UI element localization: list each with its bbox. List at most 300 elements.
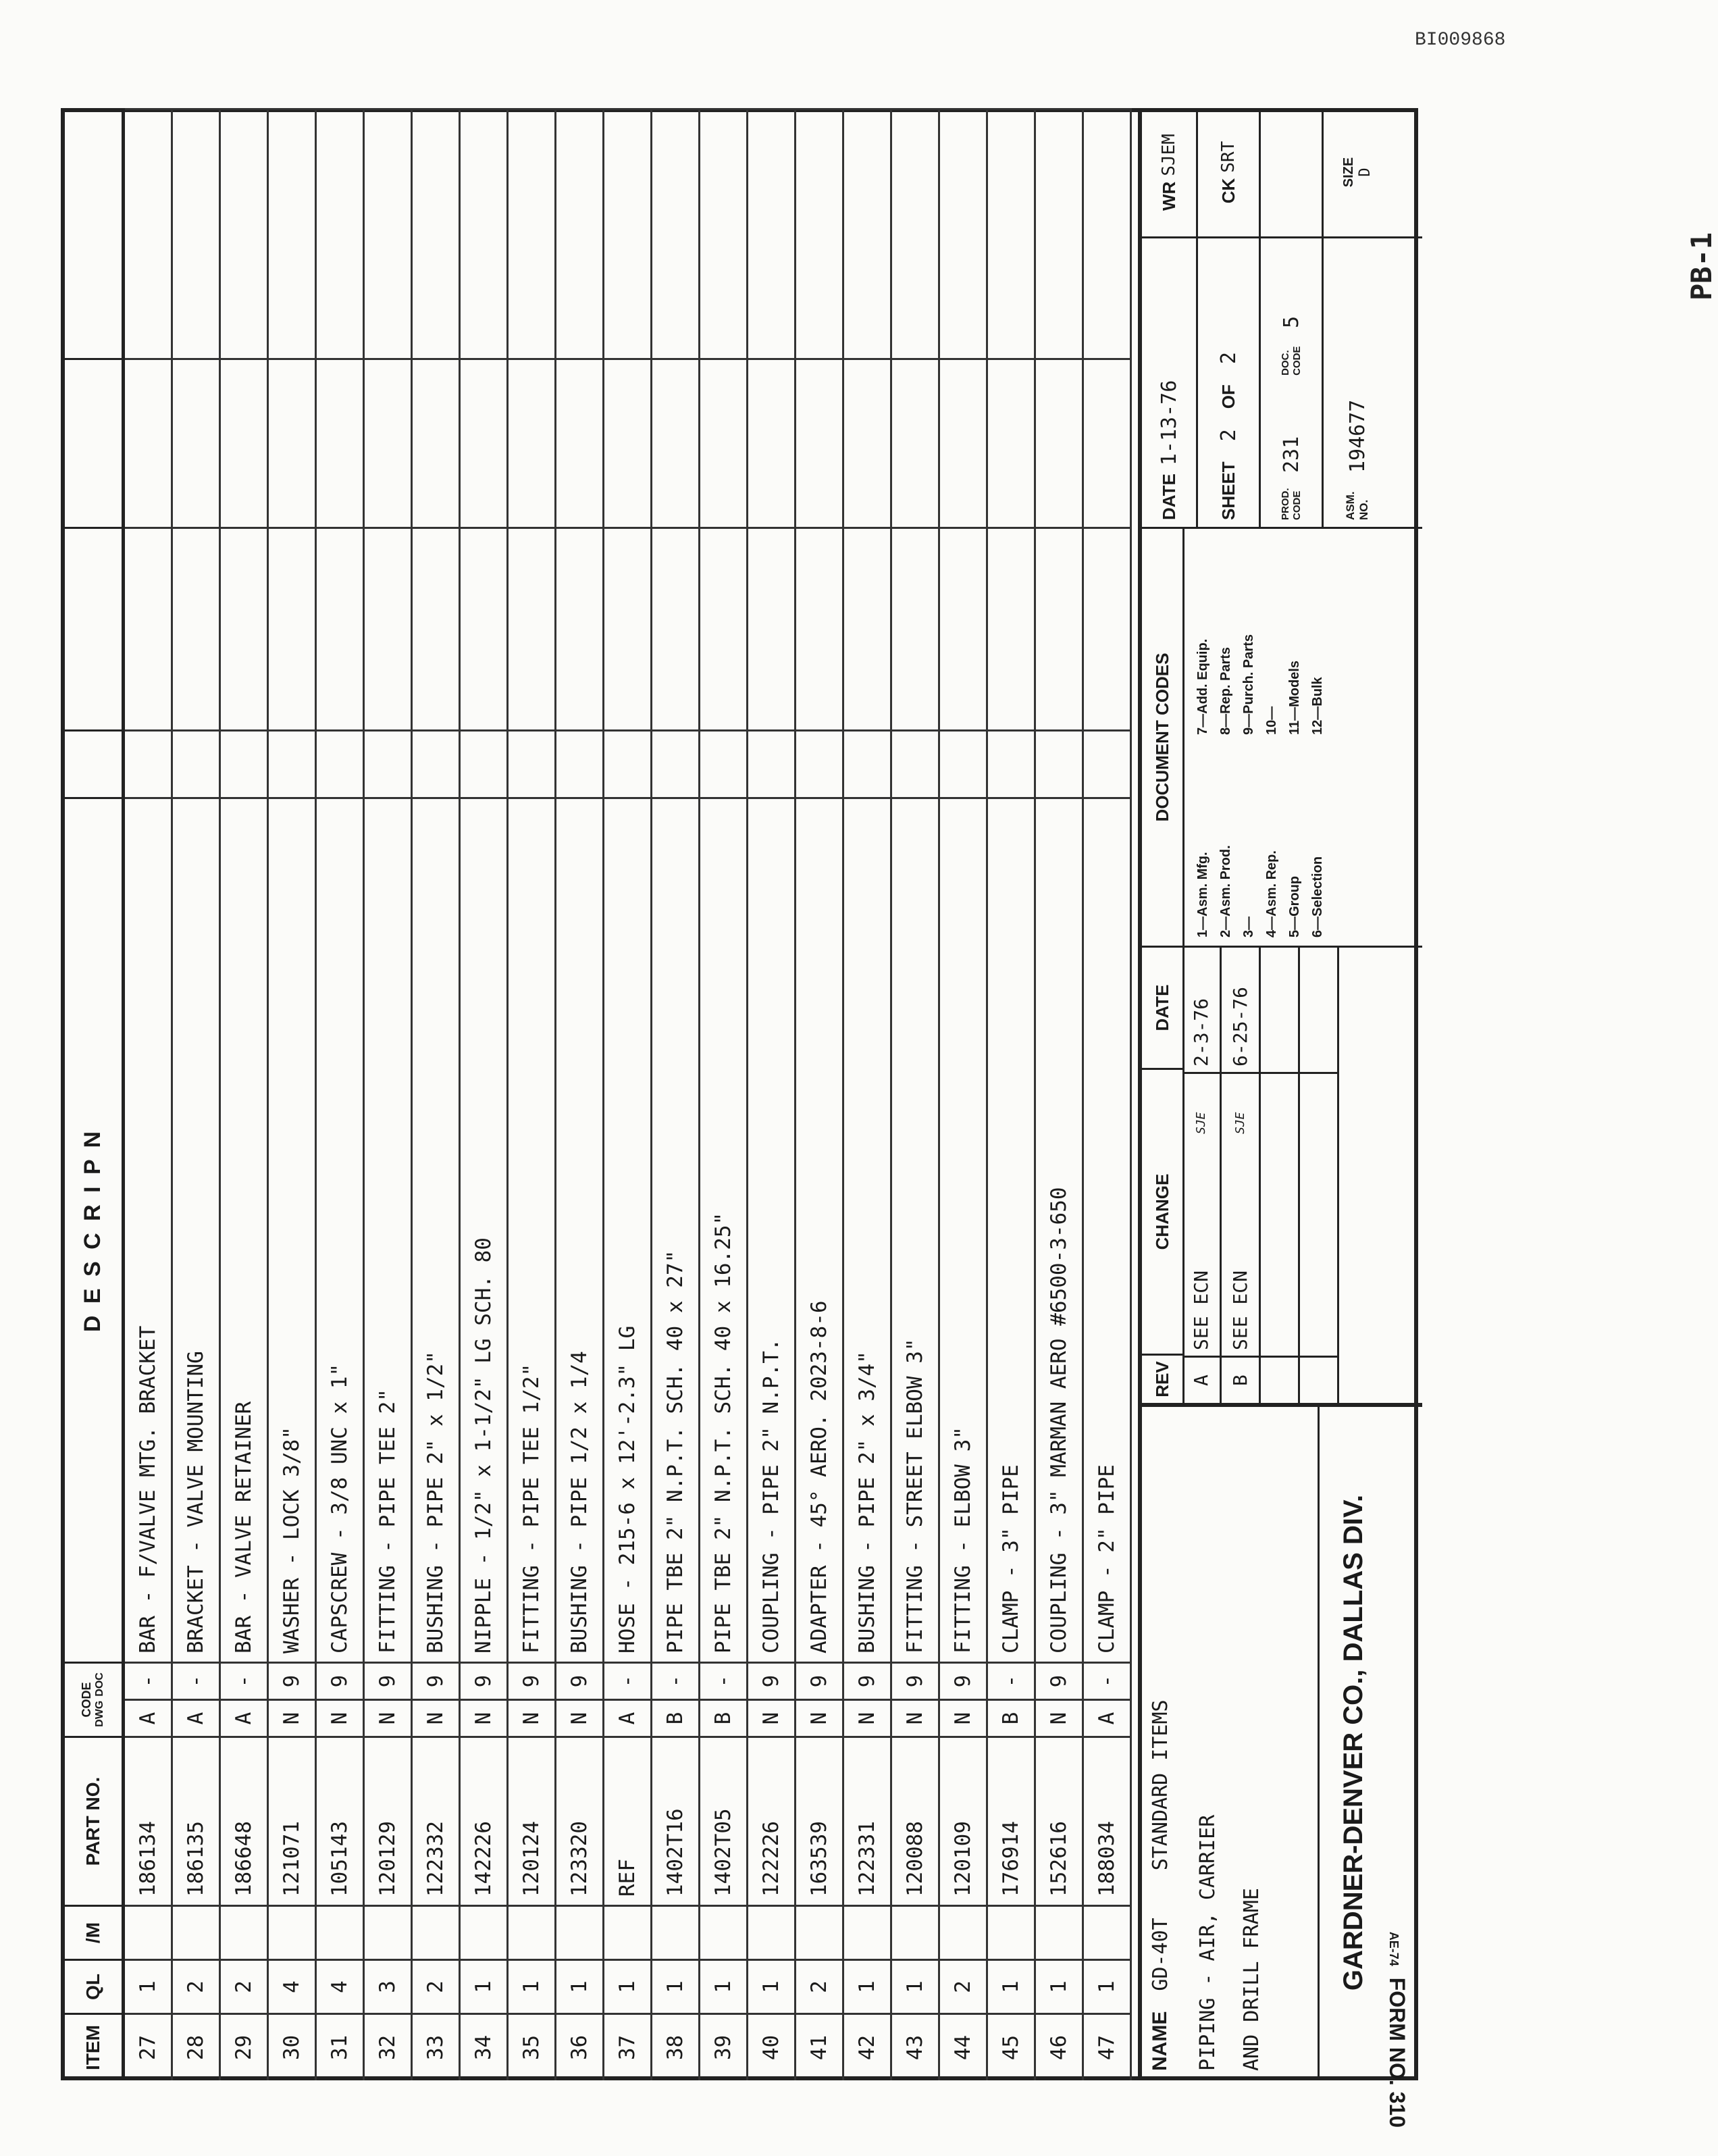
cell-c — [652, 358, 698, 527]
cell-c — [700, 358, 746, 527]
cell-c — [461, 358, 506, 527]
cell-a — [748, 729, 794, 797]
cell-part: 120129 — [365, 1736, 411, 1905]
cell-d — [509, 108, 554, 358]
cell-dwg: A — [1084, 1699, 1130, 1736]
cell-part: 163539 — [796, 1736, 842, 1905]
cell-um — [796, 1905, 842, 1959]
cell-qty: 1 — [1036, 1959, 1082, 2013]
cell-d — [221, 108, 267, 358]
cell-qty: 1 — [125, 1959, 171, 2013]
cell-c — [892, 358, 938, 527]
table-row — [988, 108, 1036, 2080]
cell-c — [317, 358, 363, 527]
cell-a — [604, 729, 650, 797]
cell-item: 46 — [1036, 2013, 1082, 2080]
cell-dwg: N — [556, 1699, 602, 1736]
cell-doc: 9 — [940, 1662, 986, 1699]
cell-um — [652, 1905, 698, 1959]
cell-desc: CAPSCREW - 3/8 UNC x 1" — [317, 797, 363, 1662]
cell-dwg: B — [988, 1699, 1034, 1736]
revision-initials — [1261, 1072, 1298, 1139]
cell-dwg: N — [461, 1699, 506, 1736]
cell-a — [365, 729, 411, 797]
table-row — [317, 108, 365, 2080]
cell-c — [796, 358, 842, 527]
cell-b — [652, 527, 698, 729]
size-value: D — [1357, 168, 1374, 177]
cell-part: 188034 — [1084, 1736, 1130, 1905]
cell-um — [221, 1905, 267, 1959]
revision-change: SEE ECN — [1229, 1270, 1251, 1350]
cell-d — [796, 108, 842, 358]
cell-a — [317, 729, 363, 797]
cell-um — [748, 1905, 794, 1959]
sheet-label: SHEET — [1218, 461, 1239, 520]
cell-part: 122332 — [413, 1736, 459, 1905]
cell-um — [125, 1905, 171, 1959]
cell-part: 186648 — [221, 1736, 267, 1905]
cell-dwg: A — [604, 1699, 650, 1736]
cell-dwg: B — [700, 1699, 746, 1736]
cell-d — [1084, 108, 1130, 358]
cell-item: 40 — [748, 2013, 794, 2080]
cell-doc: 9 — [413, 1662, 459, 1699]
cell-doc: 9 — [509, 1662, 554, 1699]
revision-row — [1182, 948, 1222, 1403]
cell-b — [940, 527, 986, 729]
change-label: CHANGE — [1142, 1068, 1182, 1354]
cell-d — [173, 108, 219, 358]
revision-rev: A — [1182, 1356, 1220, 1403]
header-code — [61, 1662, 125, 1736]
cell-a — [173, 729, 219, 797]
cell-b — [1084, 527, 1130, 729]
cell-item: 36 — [556, 2013, 602, 2080]
cell-b — [461, 527, 506, 729]
revision-block — [1142, 946, 1422, 1405]
cell-um — [844, 1905, 890, 1959]
form-code: AE-74 — [1387, 1931, 1401, 1966]
cell-desc: BUSHING - PIPE 1/2 x 1/4 — [556, 797, 602, 1662]
cell-a — [940, 729, 986, 797]
cell-desc: WASHER - LOCK 3/8" — [269, 797, 315, 1662]
form-number-text: FORM NO. 310 — [1385, 1977, 1409, 2128]
prod-code-label: PROD. CODE — [1280, 488, 1303, 520]
wr-label: WR — [1158, 181, 1179, 211]
sheet-value: 2 — [1216, 429, 1241, 442]
ck-value: SRT — [1218, 140, 1239, 173]
cell-c — [509, 358, 554, 527]
cell-dwg: N — [796, 1699, 842, 1736]
cell-qty: 2 — [413, 1959, 459, 2013]
cell-desc: PIPE TBE 2" N.P.T. SCH. 40 x 27" — [652, 797, 698, 1662]
cell-dwg: A — [221, 1699, 267, 1736]
cell-desc: COUPLING - PIPE 2" N.P.T. — [748, 797, 794, 1662]
cell-item: 37 — [604, 2013, 650, 2080]
doc-code-entry: 12—Bulk — [1310, 677, 1325, 735]
table-row — [700, 108, 748, 2080]
table-row — [940, 108, 988, 2080]
cell-desc: NIPPLE - 1/2" x 1-1/2" LG SCH. 80 — [461, 797, 506, 1662]
size-label: SIZE — [1341, 157, 1356, 188]
cell-dwg: N — [844, 1699, 890, 1736]
name-value: GD-40T — [1149, 1918, 1172, 1991]
cell-c — [604, 358, 650, 527]
cell-part: 120088 — [892, 1736, 938, 1905]
cell-c — [221, 358, 267, 527]
cell-b — [844, 527, 890, 729]
cell-desc: ADAPTER - 45° AERO. 2023-8-6 — [796, 797, 842, 1662]
cell-um — [556, 1905, 602, 1959]
cell-part: REF — [604, 1736, 650, 1905]
date-field-label: DATE — [1158, 473, 1179, 520]
cell-part: 1402T05 — [700, 1736, 746, 1905]
table-row — [269, 108, 317, 2080]
document-id: BI009868 — [1415, 30, 1506, 51]
cell-b — [988, 527, 1034, 729]
cell-d — [269, 108, 315, 358]
cell-um — [940, 1905, 986, 1959]
page-label: PB-1 — [1685, 232, 1718, 301]
doc-codes-column-1 — [1191, 748, 1329, 938]
cell-desc: BRACKET - VALVE MOUNTING — [173, 797, 219, 1662]
cell-item: 43 — [892, 2013, 938, 2080]
doc-code-entry: 6—Selection — [1310, 856, 1325, 938]
cell-desc: FITTING - PIPE TEE 2" — [365, 797, 411, 1662]
cell-item: 35 — [509, 2013, 554, 2080]
asm-no-label: ASM. NO. — [1344, 491, 1370, 520]
cell-qty: 1 — [461, 1959, 506, 2013]
cell-qty: 2 — [173, 1959, 219, 2013]
cell-a — [1084, 729, 1130, 797]
name-block — [1142, 1405, 1422, 2080]
header-item: ITEM — [61, 2013, 125, 2080]
cell-d — [988, 108, 1034, 358]
doc-code-entry: 1—Asm. Mfg. — [1195, 852, 1210, 938]
header-qty: QL — [61, 1959, 125, 2013]
header-code-label: CODE — [80, 1682, 93, 1718]
form-number — [1384, 1932, 1409, 2128]
table-row — [892, 108, 940, 2080]
cell-a — [413, 729, 459, 797]
cell-part: 105143 — [317, 1736, 363, 1905]
rev-label: REV — [1142, 1354, 1182, 1403]
cell-qty: 3 — [365, 1959, 411, 2013]
cell-doc: 9 — [317, 1662, 363, 1699]
cell-part: 122226 — [748, 1736, 794, 1905]
of-value: 2 — [1216, 352, 1241, 365]
revision-change — [1261, 1139, 1298, 1356]
revision-date — [1300, 948, 1337, 1072]
cell-dwg: A — [173, 1699, 219, 1736]
table-row — [652, 108, 700, 2080]
cell-item: 33 — [413, 2013, 459, 2080]
revision-rev — [1300, 1356, 1337, 1403]
cell-a — [509, 729, 554, 797]
cell-b — [317, 527, 363, 729]
cell-desc: FITTING - PIPE TEE 1/2" — [509, 797, 554, 1662]
cell-c — [556, 358, 602, 527]
cell-a — [461, 729, 506, 797]
table-row — [365, 108, 413, 2080]
cell-um — [365, 1905, 411, 1959]
doc-code-entry: 8—Rep. Parts — [1218, 646, 1233, 735]
parts-rows — [125, 108, 1138, 2080]
cell-desc: BUSHING - PIPE 2" x 3/4" — [844, 797, 890, 1662]
doc-code-entry: 5—Group — [1287, 875, 1302, 938]
cell-qty: 1 — [1084, 1959, 1130, 2013]
cell-a — [892, 729, 938, 797]
cell-d — [317, 108, 363, 358]
cell-b — [413, 527, 459, 729]
name-label: NAME — [1149, 2011, 1171, 2071]
cell-item: 47 — [1084, 2013, 1130, 2080]
cell-b — [509, 527, 554, 729]
of-label: OF — [1218, 384, 1239, 409]
cell-a — [556, 729, 602, 797]
cell-c — [988, 358, 1034, 527]
doc-code-entry: 7—Add. Equip. — [1195, 638, 1210, 735]
cell-d — [461, 108, 506, 358]
cell-d — [365, 108, 411, 358]
prod-code-value: 231 — [1279, 436, 1303, 473]
cell-qty: 1 — [700, 1959, 746, 2013]
cell-b — [365, 527, 411, 729]
cell-desc: BAR - F/VALVE MTG. BRACKET — [125, 797, 171, 1662]
cell-um — [173, 1905, 219, 1959]
header-col-a — [61, 729, 125, 797]
cell-d — [892, 108, 938, 358]
wr-value: SJEM — [1159, 134, 1179, 176]
cell-dwg: A — [125, 1699, 171, 1736]
cell-item: 32 — [365, 2013, 411, 2080]
cell-b — [796, 527, 842, 729]
cell-um — [509, 1905, 554, 1959]
cell-b — [604, 527, 650, 729]
cell-a — [652, 729, 698, 797]
cell-doc: - — [604, 1662, 650, 1699]
cell-qty: 1 — [892, 1959, 938, 2013]
doc-code-value: 5 — [1279, 315, 1303, 328]
cell-a — [844, 729, 890, 797]
doc-code-entry: 2—Asm. Prod. — [1218, 845, 1233, 938]
cell-b — [125, 527, 171, 729]
cell-part: 1402T16 — [652, 1736, 698, 1905]
cell-item: 38 — [652, 2013, 698, 2080]
cell-part: 152616 — [1036, 1736, 1082, 1905]
cell-part: 120109 — [940, 1736, 986, 1905]
cell-um — [317, 1905, 363, 1959]
cell-um — [604, 1905, 650, 1959]
cell-dwg: N — [413, 1699, 459, 1736]
cell-b — [1036, 527, 1082, 729]
cell-d — [1036, 108, 1082, 358]
table-row — [844, 108, 892, 2080]
cell-d — [556, 108, 602, 358]
cell-item: 29 — [221, 2013, 267, 2080]
cell-a — [269, 729, 315, 797]
standard-items: STANDARD ITEMS — [1149, 1699, 1172, 1871]
revision-rev — [1261, 1356, 1298, 1403]
cell-dwg: N — [365, 1699, 411, 1736]
cell-doc: 9 — [892, 1662, 938, 1699]
cell-dwg: B — [652, 1699, 698, 1736]
cell-a — [988, 729, 1034, 797]
cell-doc: - — [652, 1662, 698, 1699]
cell-desc: BUSHING - PIPE 2" x 1/2" — [413, 797, 459, 1662]
cell-c — [365, 358, 411, 527]
cell-qty: 2 — [940, 1959, 986, 2013]
table-row — [125, 108, 173, 2080]
cell-um — [988, 1905, 1034, 1959]
cell-d — [652, 108, 698, 358]
cell-part: 121071 — [269, 1736, 315, 1905]
cell-qty: 1 — [652, 1959, 698, 2013]
cell-item: 39 — [700, 2013, 746, 2080]
cell-um — [892, 1905, 938, 1959]
cell-a — [1036, 729, 1082, 797]
cell-doc: - — [173, 1662, 219, 1699]
cell-d — [413, 108, 459, 358]
cell-um — [461, 1905, 506, 1959]
cell-c — [748, 358, 794, 527]
table-row — [748, 108, 796, 2080]
cell-desc: CLAMP - 3" PIPE — [988, 797, 1034, 1662]
cell-a — [700, 729, 746, 797]
cell-qty: 1 — [988, 1959, 1034, 2013]
date-label: DATE — [1151, 984, 1172, 1031]
doc-codes-column-2 — [1191, 546, 1329, 735]
cell-b — [892, 527, 938, 729]
cell-b — [748, 527, 794, 729]
cell-qty: 2 — [796, 1959, 842, 2013]
cell-qty: 1 — [556, 1959, 602, 2013]
cell-qty: 1 — [844, 1959, 890, 2013]
table-row — [1084, 108, 1132, 2080]
title-block — [1138, 108, 1418, 2080]
cell-dwg: N — [748, 1699, 794, 1736]
ck-label: CK — [1218, 178, 1239, 204]
cell-b — [700, 527, 746, 729]
cell-desc: CLAMP - 2" PIPE — [1084, 797, 1130, 1662]
cell-b — [173, 527, 219, 729]
cell-doc: - — [221, 1662, 267, 1699]
table-row — [604, 108, 652, 2080]
doc-code-entry: 10— — [1264, 706, 1279, 735]
cell-a — [125, 729, 171, 797]
cell-d — [940, 108, 986, 358]
header-um: /M — [61, 1905, 125, 1959]
revision-change: SEE ECN — [1190, 1270, 1212, 1350]
cell-dwg: N — [317, 1699, 363, 1736]
cell-part: 176914 — [988, 1736, 1034, 1905]
cell-um — [1036, 1905, 1082, 1959]
cell-c — [269, 358, 315, 527]
table-row — [173, 108, 221, 2080]
cell-dwg: N — [892, 1699, 938, 1736]
cell-d — [844, 108, 890, 358]
cell-c — [413, 358, 459, 527]
doc-code-entry: 11—Models — [1287, 660, 1302, 735]
cell-doc: 9 — [796, 1662, 842, 1699]
table-row — [509, 108, 556, 2080]
doc-code-entry: 4—Asm. Rep. — [1264, 850, 1279, 938]
cell-item: 27 — [125, 2013, 171, 2080]
revision-date — [1261, 948, 1298, 1072]
revision-rev: B — [1222, 1356, 1259, 1403]
header-col-d — [61, 108, 125, 358]
cell-c — [1036, 358, 1082, 527]
cell-doc: - — [125, 1662, 171, 1699]
cell-um — [1084, 1905, 1130, 1959]
cell-desc: HOSE - 215-6 x 12'-2.3" LG — [604, 797, 650, 1662]
cell-um — [413, 1905, 459, 1959]
title-line-1: PIPING - AIR, CARRIER — [1196, 1814, 1220, 2071]
parts-list-sheet — [61, 108, 1418, 2128]
document-codes-label: DOCUMENT CODES — [1142, 529, 1185, 946]
cell-dwg: N — [940, 1699, 986, 1736]
cell-um — [269, 1905, 315, 1959]
header-description: D E S C R I P N — [61, 797, 125, 1662]
cell-b — [221, 527, 267, 729]
cell-a — [796, 729, 842, 797]
cell-b — [556, 527, 602, 729]
table-row — [796, 108, 844, 2080]
revision-row — [1261, 948, 1300, 1403]
cell-d — [125, 108, 171, 358]
cell-doc: 9 — [461, 1662, 506, 1699]
cell-doc: - — [988, 1662, 1034, 1699]
cell-doc: 9 — [269, 1662, 315, 1699]
revision-date: 6-25-76 — [1229, 986, 1251, 1067]
table-row — [1036, 108, 1084, 2080]
cell-um — [700, 1905, 746, 1959]
revision-initials: SJE — [1182, 1072, 1220, 1139]
cell-desc: FITTING - ELBOW 3" — [940, 797, 986, 1662]
company-name: GARDNER-DENVER CO., DALLAS DIV. — [1318, 1405, 1369, 2080]
cell-desc: BAR - VALVE RETAINER — [221, 797, 267, 1662]
table-row — [461, 108, 509, 2080]
header-row — [61, 108, 125, 2080]
cell-doc: 9 — [844, 1662, 890, 1699]
revision-initials — [1300, 1072, 1337, 1139]
cell-item: 45 — [988, 2013, 1034, 2080]
doc-code-entry: 3— — [1241, 916, 1256, 938]
cell-doc: - — [700, 1662, 746, 1699]
cell-item: 41 — [796, 2013, 842, 2080]
cell-part: 186134 — [125, 1736, 171, 1905]
cell-part: 122331 — [844, 1736, 890, 1905]
header-code-dwg: DWG — [94, 1700, 105, 1727]
cell-item: 44 — [940, 2013, 986, 2080]
cell-item: 34 — [461, 2013, 506, 2080]
header-part-no: PART NO. — [61, 1736, 125, 1905]
table-row — [556, 108, 604, 2080]
cell-desc: FITTING - STREET ELBOW 3" — [892, 797, 938, 1662]
revision-change — [1300, 1139, 1337, 1356]
cell-qty: 4 — [317, 1959, 363, 2013]
cell-qty: 2 — [221, 1959, 267, 2013]
asm-no-value: 194677 — [1345, 399, 1370, 473]
title-line-2: AND DRILL FRAME — [1240, 1888, 1264, 2071]
cell-dwg: N — [269, 1699, 315, 1736]
cell-qty: 1 — [604, 1959, 650, 2013]
cell-part: 142226 — [461, 1736, 506, 1905]
cell-c — [125, 358, 171, 527]
cell-item: 31 — [317, 2013, 363, 2080]
cell-doc: 9 — [1036, 1662, 1082, 1699]
